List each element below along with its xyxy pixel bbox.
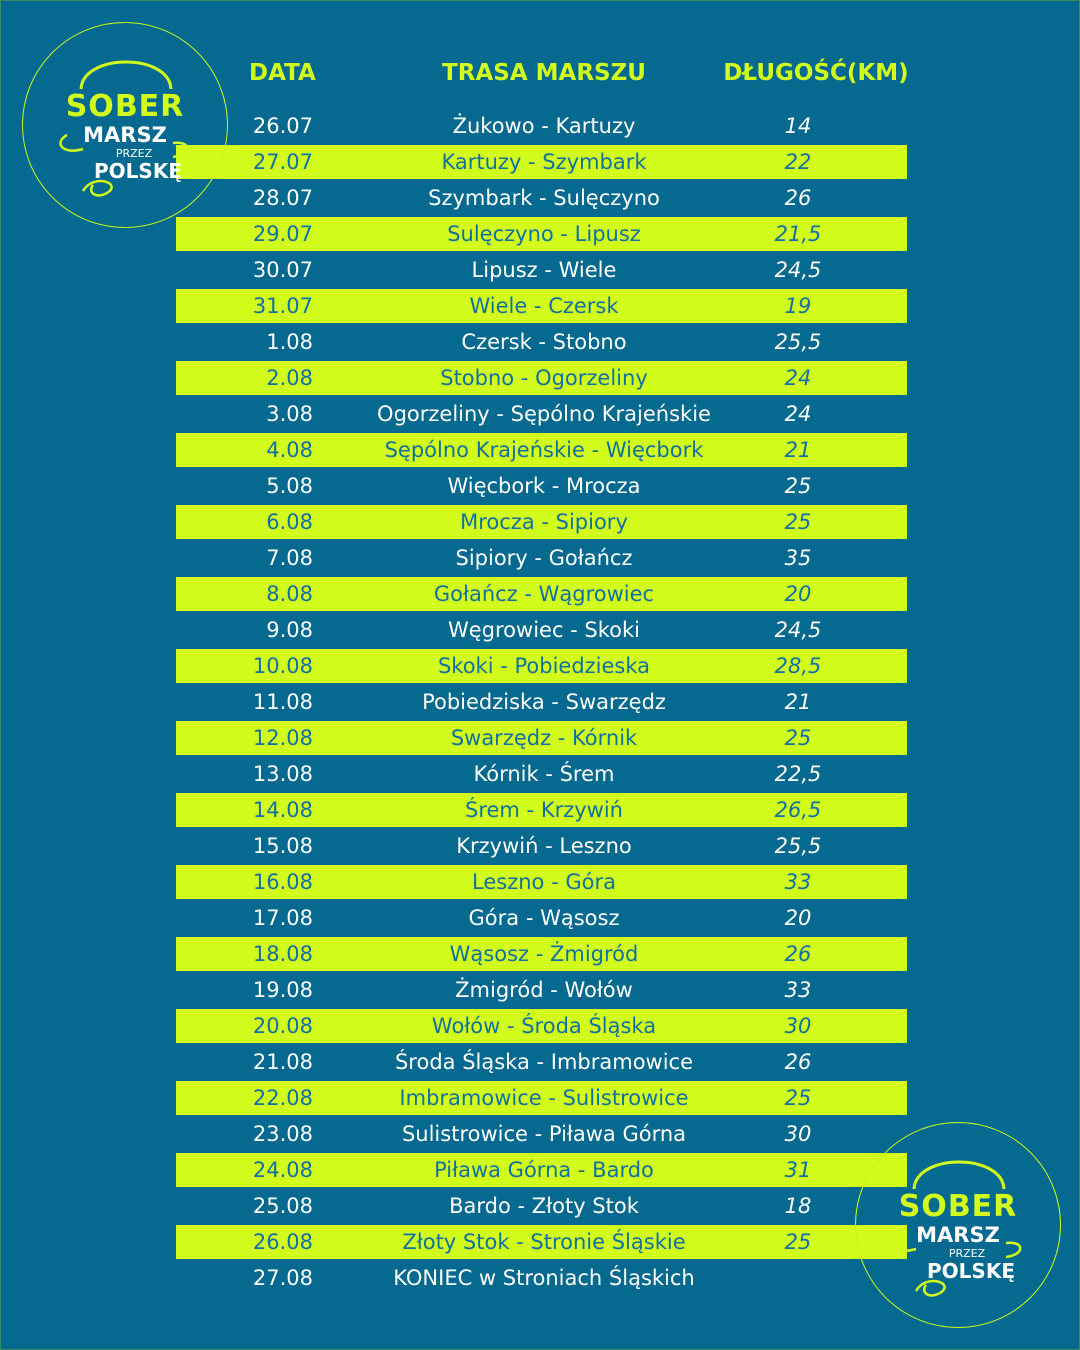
row-date: 24.08	[252, 1158, 313, 1182]
row-length: 25	[784, 726, 812, 750]
row-date: 2.08	[266, 366, 313, 390]
row-date: 15.08	[252, 834, 313, 858]
row-date: 27.07	[252, 150, 313, 174]
row-length: 26	[784, 186, 812, 210]
table-row	[176, 721, 907, 755]
row-date: 30.07	[252, 258, 313, 282]
table-row	[176, 1261, 907, 1295]
table-row	[176, 289, 907, 323]
row-date: 31.07	[252, 294, 313, 318]
row-route: Złoty Stok - Stronie Śląskie	[402, 1230, 686, 1254]
table-row	[176, 685, 907, 719]
table-row	[176, 757, 907, 791]
table-row	[176, 361, 907, 395]
row-date: 7.08	[266, 546, 313, 570]
logo-przez-text: PRZEZ	[115, 147, 153, 160]
table-row	[176, 1009, 907, 1043]
row-date: 5.08	[266, 474, 313, 498]
row-route: Sulistrowice - Piława Górna	[401, 1122, 687, 1146]
row-date: 9.08	[266, 618, 313, 642]
row-route: Środa Śląska - Imbramowice	[394, 1050, 694, 1074]
table-row	[176, 829, 907, 863]
row-length: 30	[784, 1122, 812, 1146]
row-date: 6.08	[266, 510, 313, 534]
row-date: 27.08	[252, 1266, 313, 1290]
row-route: Szymbark - Sulęczyno	[428, 186, 660, 210]
row-length: 25,5	[774, 834, 822, 858]
row-date: 13.08	[252, 762, 313, 786]
row-route: Lipusz - Wiele	[471, 258, 617, 282]
row-route: Mrocza - Sipiory	[460, 510, 628, 534]
row-date: 26.08	[252, 1230, 313, 1254]
row-length: 18	[784, 1194, 812, 1218]
table-row	[176, 433, 907, 467]
row-date: 1.08	[266, 330, 313, 354]
table-row	[176, 1153, 907, 1187]
logo-marsz-text: MARSZ	[916, 1223, 1000, 1247]
table-row	[176, 397, 907, 431]
logo-sober-text: SOBER	[898, 1189, 1018, 1224]
row-length: 33	[784, 870, 812, 894]
row-length: 24	[784, 402, 812, 426]
row-route: Wiele - Czersk	[469, 294, 619, 318]
row-date: 29.07	[252, 222, 313, 246]
table-row	[176, 253, 907, 287]
table-row	[176, 145, 907, 179]
row-route: Góra - Wąsosz	[468, 906, 620, 930]
row-route: Bardo - Złoty Stok	[449, 1194, 639, 1218]
row-route: Ogorzeliny - Sępólno Krajeńskie	[377, 402, 711, 426]
table-row	[176, 217, 907, 251]
table-row	[176, 1225, 907, 1259]
row-route: Swarzędz - Kórnik	[450, 726, 638, 750]
row-date: 22.08	[252, 1086, 313, 1110]
row-route: Pobiedziska - Swarzędz	[422, 690, 666, 714]
sober-logo-top	[22, 22, 228, 228]
row-route: Wąsosz - Żmigród	[449, 942, 639, 966]
row-route: Skoki - Pobiedzieska	[437, 654, 651, 678]
row-route: Stobno - Ogorzeliny	[440, 366, 648, 390]
table-row	[176, 973, 907, 1007]
row-date: 8.08	[266, 582, 313, 606]
row-route: KONIEC w Stroniach Śląskich	[393, 1266, 695, 1290]
row-route: Sulęczyno - Lipusz	[447, 222, 641, 246]
row-route: Więcbork - Mrocza	[447, 474, 641, 498]
table-row	[176, 1081, 907, 1115]
logo-przez-text: PRZEZ	[948, 1247, 986, 1260]
sober-logo-bottom	[855, 1122, 1061, 1328]
row-route: Kórnik - Śrem	[473, 762, 615, 786]
row-length: 24	[784, 366, 812, 390]
header-date: DATA	[249, 60, 316, 86]
table-row	[176, 793, 907, 827]
row-route: Węgrowiec - Skoki	[447, 618, 641, 642]
table-row	[176, 937, 907, 971]
row-length: 33	[784, 978, 812, 1002]
row-route: Kartuzy - Szymbark	[441, 150, 647, 174]
row-length: 25	[784, 510, 812, 534]
row-route: Leszno - Góra	[472, 870, 616, 894]
table-row	[176, 901, 907, 935]
row-length: 30	[784, 1014, 812, 1038]
row-length: 25,5	[774, 330, 822, 354]
row-length: 20	[784, 582, 812, 606]
row-date: 16.08	[252, 870, 313, 894]
header-length: DŁUGOŚĆ(KM)	[723, 60, 909, 86]
table-row	[176, 541, 907, 575]
row-date: 26.07	[252, 114, 313, 138]
row-length: 21	[784, 438, 812, 462]
row-date: 20.08	[252, 1014, 313, 1038]
table-row	[176, 325, 907, 359]
row-date: 18.08	[252, 942, 313, 966]
row-length: 24,5	[774, 258, 822, 282]
row-length: 26,5	[774, 798, 822, 822]
table-row	[176, 1117, 907, 1151]
row-length: 21	[784, 690, 812, 714]
row-length: 14	[784, 114, 812, 138]
logo-marsz-text: MARSZ	[83, 123, 167, 147]
row-length: 25	[784, 474, 812, 498]
row-length: 31	[784, 1158, 812, 1182]
row-length: 20	[784, 906, 812, 930]
row-route: Wołów - Środa Śląska	[431, 1014, 657, 1038]
row-length: 25	[784, 1086, 812, 1110]
row-length: 35	[784, 546, 812, 570]
row-date: 14.08	[252, 798, 313, 822]
table-row	[176, 505, 907, 539]
row-date: 11.08	[252, 690, 313, 714]
logo-polske-text: POLSKĘ	[94, 159, 182, 183]
row-date: 21.08	[252, 1050, 313, 1074]
row-date: 23.08	[252, 1122, 313, 1146]
row-length: 21,5	[774, 222, 822, 246]
row-date: 19.08	[252, 978, 313, 1002]
row-length: 22,5	[774, 762, 822, 786]
row-date: 3.08	[266, 402, 313, 426]
row-route: Krzywiń - Leszno	[456, 834, 632, 858]
table-row	[176, 577, 907, 611]
row-date: 17.08	[252, 906, 313, 930]
logo-polske-text: POLSKĘ	[927, 1259, 1015, 1283]
logo-sober-text: SOBER	[65, 89, 185, 124]
row-length: 19	[784, 294, 812, 318]
row-date: 25.08	[252, 1194, 313, 1218]
row-route: Imbramowice - Sulistrowice	[399, 1086, 689, 1110]
row-route: Piława Górna - Bardo	[434, 1158, 654, 1182]
row-length: 25	[784, 1230, 812, 1254]
row-route: Sępólno Krajeńskie - Więcbork	[384, 438, 704, 462]
row-date: 28.07	[252, 186, 313, 210]
table-row	[176, 865, 907, 899]
table-row	[176, 613, 907, 647]
table-row	[176, 469, 907, 503]
table-row	[176, 649, 907, 683]
row-date: 4.08	[266, 438, 313, 462]
row-route: Żukowo - Kartuzy	[452, 114, 636, 138]
row-route: Żmigród - Wołów	[455, 978, 633, 1002]
row-route: Śrem - Krzywiń	[465, 798, 623, 822]
row-length: 24,5	[774, 618, 822, 642]
row-date: 10.08	[252, 654, 313, 678]
table-row	[176, 1045, 907, 1079]
row-route: Sipiory - Gołańcz	[455, 546, 633, 570]
header-route: TRASA MARSZU	[442, 60, 646, 86]
row-length: 28,5	[774, 654, 822, 678]
table-row	[176, 1189, 907, 1223]
row-route: Czersk - Stobno	[461, 330, 627, 354]
row-length: 26	[784, 942, 812, 966]
table-row	[176, 181, 907, 215]
row-route: Gołańcz - Wągrowiec	[433, 582, 655, 606]
row-length: 22	[784, 150, 812, 174]
row-date: 12.08	[252, 726, 313, 750]
row-length: 26	[784, 1050, 812, 1074]
table-row	[176, 109, 907, 143]
